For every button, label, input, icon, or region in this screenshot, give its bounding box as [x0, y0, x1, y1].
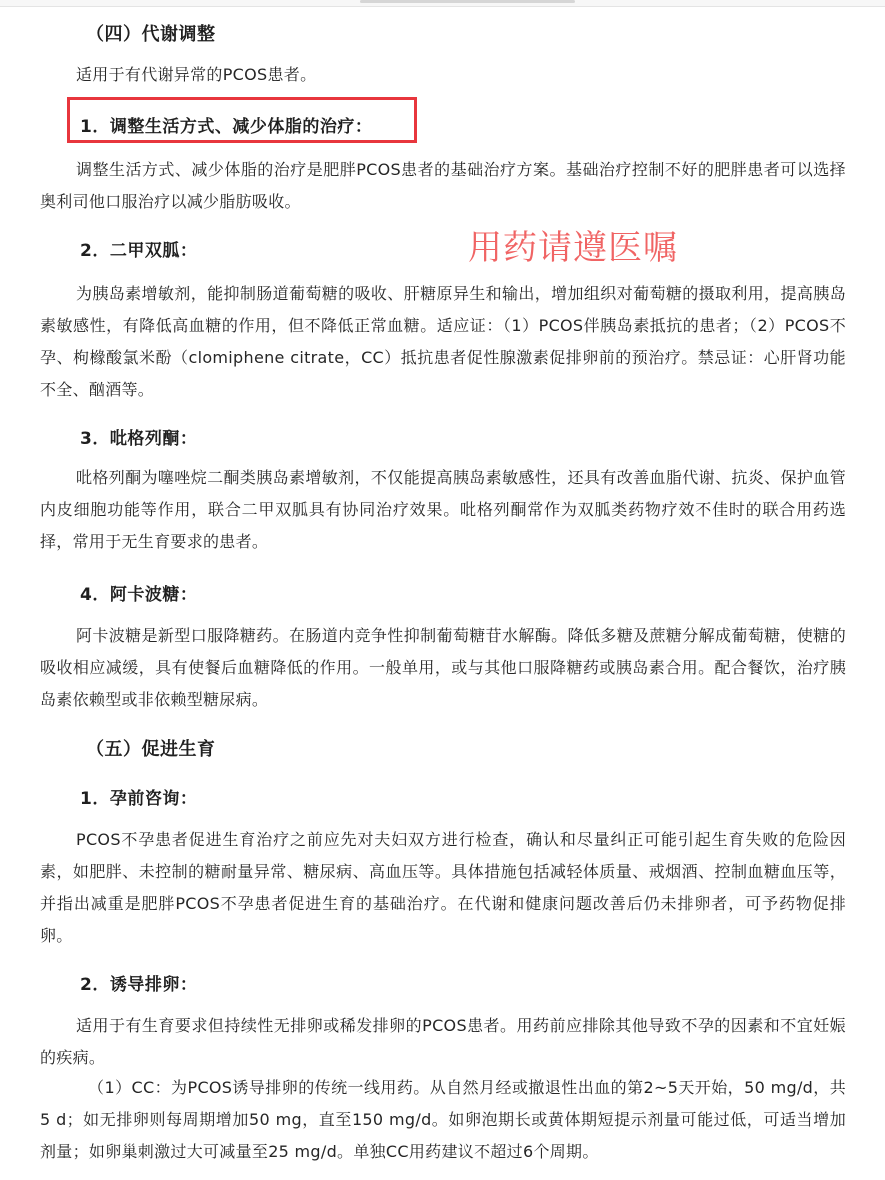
preconception-paragraph: PCOS不孕患者促进生育治疗之前应先对夫妇双方进行检查，确认和尽量纠正可能引起生育失败的危险因素，如肥胖、未控制的糖耐量异常、糖尿病、高血压等。具体措施包括减轻体质量、戒烟酒、控制血糖血压等，并指出减重是肥胖PCOS不孕患者促进生育的基础治疗。在代谢和健康问题改善后仍未排卵者，可予药物促排卵。 [40, 830, 846, 945]
subtitle-ovulation-induction: 2．诱导排卵： [80, 975, 198, 995]
acarbose-paragraph: 阿卡波糖是新型口服降糖药。在肠道内竞争性抑制葡萄糖苷水解酶。降低多糖及蔗糖分解成葡萄糖，使糖的吸收相应减缓，具有使餐后血糖降低的作用。一般单用，或与其他口服降糖药或胰岛素合用。配合餐饮，治疗胰岛素依赖型或非依赖型糖尿病。 [40, 626, 846, 709]
ovulation-induction-paragraph: 适用于有生育要求但持续性无排卵或稀发排卵的PCOS患者。用药前应排除其他导致不孕的因素和不宜妊娠的疾病。 [40, 1016, 846, 1067]
section-title-metabolic: （四）代谢调整 [86, 24, 216, 45]
subtitle-acarbose: 4．阿卡波糖： [80, 585, 198, 605]
medication-warning-watermark: 用药请遵医嘱 [468, 228, 678, 268]
subtitle-metformin: 2．二甲双胍： [80, 241, 198, 261]
clomiphene-paragraph: （1）CC：为PCOS诱导排卵的传统一线用药。从自然月经或撤退性出血的第2~5天开始，50 mg/d，共5 d；如无排卵则每周期增加50 mg，直至150 mg/d。如卵泡期长或黄体期短提示剂量可能过低，可适当增加剂量；如卵巢刺激过大可减量至25 mg/d。单独CC用药建议不超过6个周期。 [40, 1078, 846, 1161]
pioglitazone-paragraph: 吡格列酮为噻唑烷二酮类胰岛素增敏剂，不仅能提高胰岛素敏感性，还具有改善血脂代谢、抗炎、保护血管内皮细胞功能等作用，联合二甲双胍具有协同治疗效果。吡格列酮常作为双胍类药物疗效不佳时的联合用药选择，常用于无生育要求的患者。 [40, 468, 846, 551]
lifestyle-paragraph: 调整生活方式、减少体脂的治疗是肥胖PCOS患者的基础治疗方案。基础治疗控制不好的肥胖患者可以选择奥利司他口服治疗以减少脂肪吸收。 [40, 160, 846, 211]
section-title-fertility: （五）促进生育 [86, 739, 216, 760]
metabolic-intro: 适用于有代谢异常的PCOS患者。 [76, 65, 317, 84]
subtitle-pioglitazone: 3．吡格列酮： [80, 429, 198, 449]
subtitle-lifestyle: 1．调整生活方式、减少体脂的治疗： [80, 117, 373, 137]
subtitle-preconception: 1．孕前咨询： [80, 789, 198, 809]
metformin-paragraph: 为胰岛素增敏剂，能抑制肠道葡萄糖的吸收、肝糖原异生和输出，增加组织对葡萄糖的摄取利用，提高胰岛素敏感性，有降低高血糖的作用，但不降低正常血糖。适应证：（1）PCOS伴胰岛素抵抗的患者；（2）PCOS不孕、枸橼酸氯米酚（clomiphene citrate，CC）抵抗患者促性腺激素促排卵前的预治疗。禁忌证：心肝肾功能不全、酗酒等。 [40, 284, 846, 399]
